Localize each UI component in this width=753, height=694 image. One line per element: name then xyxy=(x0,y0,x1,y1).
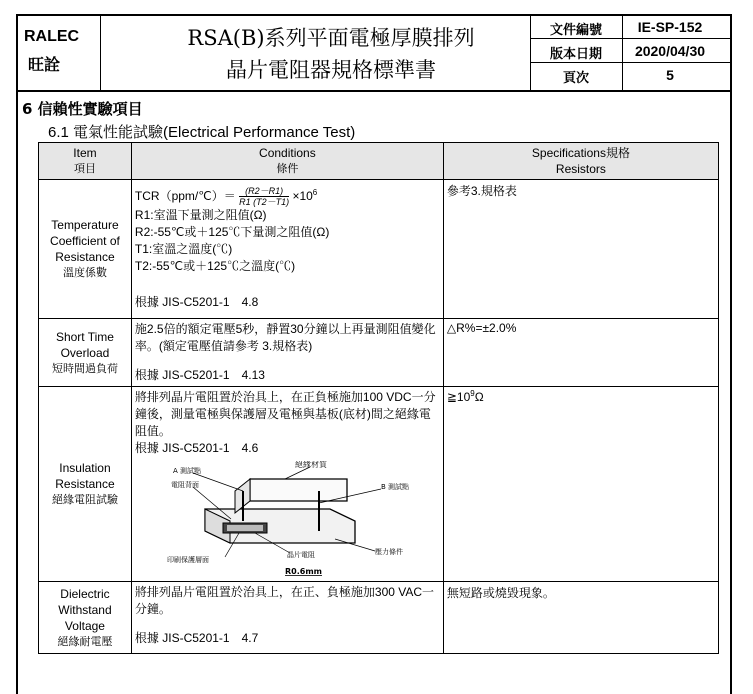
item-cell-tcr: Temperature Coefficient of Resistance 溫度係數 xyxy=(39,180,132,319)
label-print-layer: 印刷保護層面 xyxy=(166,556,209,564)
label-pressure: 壓力條件 xyxy=(374,548,403,556)
conditions-cell-insulation: 將排列晶片電阻置於治具上，在正負極施加100 VDC一分鐘後，測量電極與保護層及電極與基板(底材)間之絕緣電阻值。 根據 JIS-C5201-1 4.6 絕緣材質 A 測試點 電阻背面 B 測試點 壓力條件 印刷保護層面 晶片電阻 R0.6mm xyxy=(131,387,443,582)
company-name-zh: 旺詮 xyxy=(28,55,61,74)
document-header xyxy=(16,14,732,92)
col-header-conditions: Conditions 條件 xyxy=(131,143,443,180)
page-value: 5 xyxy=(666,67,674,83)
page-frame-right xyxy=(730,14,732,694)
tcr-fraction: $\frac{(R2-R1)}{R1 (T2-T1)}$ xyxy=(239,186,290,208)
version-label: 版本日期 xyxy=(549,47,602,62)
label-probe-a: A 測試點 xyxy=(172,467,201,475)
insulator-block xyxy=(250,479,347,501)
table-row xyxy=(39,582,719,654)
table-header-row xyxy=(39,143,719,180)
page-frame-left xyxy=(16,14,18,694)
item-cell-insulation: Insulation Resistance 絕緣電阻試驗 xyxy=(39,387,132,582)
version-value: 2020/04/30 xyxy=(634,43,706,59)
spec-cell-tcr: 參考3.規格表 xyxy=(443,180,718,319)
insulation-test-diagram xyxy=(135,461,435,579)
table-row xyxy=(39,319,719,387)
conditions-cell-dielectric: 將排列晶片電阻置於治具上，在正、負極施加300 VAC一分鐘。 根據 JIS-C5201-1 4.7 xyxy=(131,582,443,654)
conditions-cell-overload: 施2.5倍的額定電壓5秒，靜置30分鐘以上再量測阻值變化率。(額定電壓值請參考 3.規格表) 根據 JIS-C5201-1 4.13 xyxy=(131,319,443,387)
label-probe-b: B 測試點 xyxy=(380,483,409,491)
company-name-en: RALEC xyxy=(24,28,80,45)
subsection-title: 6.1 電氣性能試驗(Electrical Performance Test) xyxy=(48,124,356,141)
doc-no-label: 文件編號 xyxy=(549,23,602,38)
label-insulator: 絕緣材質 xyxy=(294,461,327,469)
spec-cell-dielectric: 無短路或燒毀現象。 xyxy=(443,582,718,654)
item-cell-overload: Short Time Overload 短時間過負荷 xyxy=(39,319,132,387)
doc-title-line1: RSA(B)系列平面電極厚膜排列 xyxy=(187,26,475,50)
table-row xyxy=(39,180,719,319)
section-title: 6 信賴性實驗項目 xyxy=(22,100,143,118)
label-chip: 晶片電阻 xyxy=(286,551,315,559)
col-header-spec: Specifications規格 Resistors xyxy=(443,143,718,180)
page-label: 頁次 xyxy=(562,71,589,86)
spec-cell-insulation: $≧10^9\Omega$ xyxy=(443,387,718,582)
col-header-item: Item 項目 xyxy=(39,143,132,180)
spec-table xyxy=(38,142,719,654)
item-cell-dielectric: Dielectric Withstand Voltage 絕緣耐電壓 xyxy=(39,582,132,654)
label-electrode: 電阻背面 xyxy=(170,481,199,489)
chip-top xyxy=(227,525,263,531)
conditions-cell-tcr: TCR（ppm/℃）＝ $\frac{(R2-R1)}{R1 (T2-T1)}$ $\times 10^6$ R1:室溫下量測之阻值(Ω) R2:-55℃或＋125℃下量測之阻值(Ω) T1:室溫之溫度(℃) T2:-55℃或＋125℃之溫度(℃) 根據 JIS-C5201-1 4.8 xyxy=(131,180,443,319)
doc-no-value: IE-SP-152 xyxy=(637,19,703,35)
label-r: R0.6mm xyxy=(284,567,322,576)
spec-cell-overload: △R%=±2.0% xyxy=(443,319,718,387)
table-row xyxy=(39,387,719,582)
doc-title-line2: 晶片電阻器規格標準書 xyxy=(226,58,436,82)
tcr-formula: TCR（ppm/℃）＝ $\frac{(R2-R1)}{R1 (T2-T1)}$ $\times 10^6$ xyxy=(134,186,318,208)
